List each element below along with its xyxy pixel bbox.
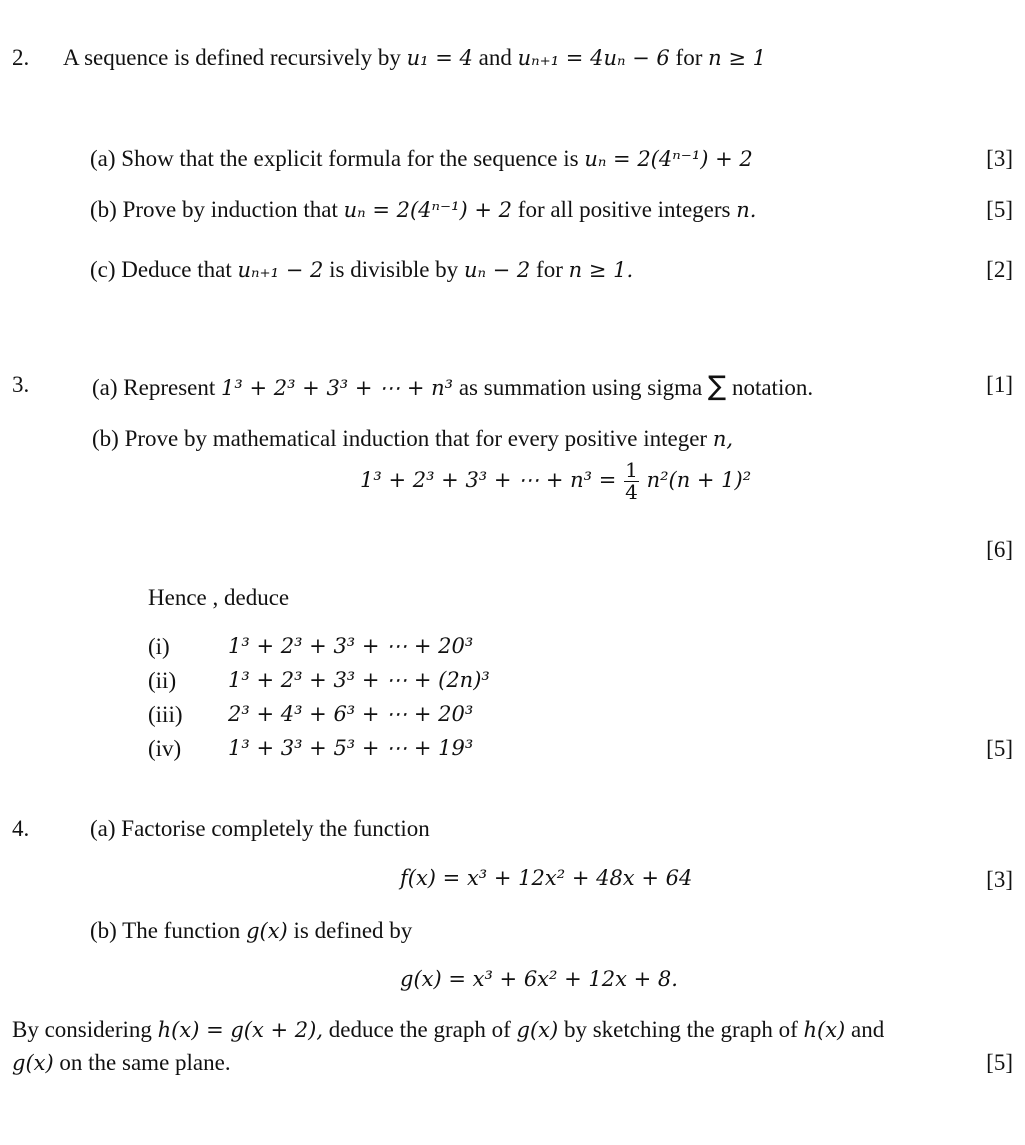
q3a-text3: notation. <box>731 375 814 400</box>
q4a-text: (a) Factorise completely the function <box>90 816 430 841</box>
q4c-text1: By considering <box>12 1017 152 1042</box>
q3-part-i-label: (i) <box>148 634 170 659</box>
q2-stem-math-1: u₁ = 4 <box>406 46 473 70</box>
q2-stem-and: and <box>478 45 512 70</box>
q3b-marks: [6] <box>986 537 1013 562</box>
q4c-line2-math: g(x) <box>12 1051 54 1075</box>
q2c-for: for <box>536 257 563 282</box>
q2a-marks: [3] <box>986 146 1013 171</box>
q4c-line-2 <box>12 1049 231 1077</box>
q3a-math: 1³ + 2³ + 3³ + ⋯ + n³ <box>221 376 454 400</box>
q2-stem-for: for <box>675 45 703 70</box>
q4c-math-2: g(x) <box>516 1018 559 1042</box>
q3-part-ii-label: (ii) <box>148 668 177 693</box>
q3-part-iii-label: (iii) <box>148 702 183 727</box>
q4b-equation: g(x) = x³ + 6x² + 12x + 8. <box>400 967 678 991</box>
q3b-var: n, <box>712 427 734 451</box>
q2c-math-1: uₙ₊₁ − 2 <box>237 258 324 282</box>
q2-stem-text: A sequence is defined recursively by <box>63 45 401 70</box>
q4b-func: g(x) <box>246 919 288 943</box>
q2a-line <box>90 145 753 173</box>
q3-part-ii-expr: 1³ + 2³ + 3³ + ⋯ + (2n)³ <box>228 668 490 692</box>
q2b-var: n. <box>736 198 757 222</box>
q2-stem-math-2: uₙ₊₁ = 4uₙ − 6 <box>517 46 670 70</box>
q2b-math: uₙ = 2(4ⁿ⁻¹) + 2 <box>343 198 513 222</box>
fraction-numerator: 1 <box>625 458 638 482</box>
q4c-math-3: h(x) <box>803 1018 846 1042</box>
q4c-text2: deduce the graph of <box>328 1017 511 1042</box>
q4b-text2: is defined by <box>293 918 413 943</box>
q2b-text2: for all positive integers <box>517 197 731 222</box>
q2c-text2: is divisible by <box>329 257 459 282</box>
q3-part-iii-expr: 2³ + 4³ + 6³ + ⋯ + 20³ <box>228 702 474 726</box>
q4b-line <box>90 917 412 945</box>
q2b-line <box>90 196 756 224</box>
q4c-text3: by sketching the graph of <box>563 1017 798 1042</box>
q3-number: 3. <box>12 372 30 397</box>
q4c-marks: [5] <box>986 1050 1013 1075</box>
q2c-marks: [2] <box>986 257 1013 282</box>
q3-parts-marks: [5] <box>986 736 1013 761</box>
q4c-line2-text: on the same plane. <box>59 1050 231 1075</box>
q2c-text: (c) Deduce that <box>90 257 232 282</box>
q3a-text: (a) Represent <box>92 375 216 400</box>
q2-number: 2. <box>12 45 30 70</box>
q3a-line <box>92 371 813 403</box>
q2c-math-2: uₙ − 2 <box>463 258 531 282</box>
q2a-math: uₙ = 2(4ⁿ⁻¹) + 2 <box>584 147 753 171</box>
q3-hence: Hence , deduce <box>148 585 290 610</box>
q3b-eq-rhs: n²(n + 1)² <box>646 467 752 492</box>
q3b-line <box>92 425 733 453</box>
q3a-text2: as summation using sigma <box>458 375 703 400</box>
fraction-denominator: 4 <box>625 480 638 504</box>
q3b-equation <box>360 460 751 503</box>
q2-stem <box>63 44 766 72</box>
q2-stem-math-3: n ≥ 1 <box>708 46 766 70</box>
q3-part-i-expr: 1³ + 2³ + 3³ + ⋯ + 20³ <box>228 634 474 658</box>
q2b-text: (b) Prove by induction that <box>90 197 338 222</box>
q2b-marks: [5] <box>986 197 1013 222</box>
q4-number: 4. <box>12 816 30 841</box>
q4a-equation: f(x) = x³ + 12x² + 48x + 64 <box>400 866 693 890</box>
q3b-eq-lhs: 1³ + 2³ + 3³ + ⋯ + n³ = <box>360 467 617 492</box>
sigma-symbol: ∑ <box>708 371 727 402</box>
q4b-text: (b) The function <box>90 918 241 943</box>
q3a-marks: [1] <box>986 372 1013 397</box>
q4c-text4: and <box>851 1017 885 1042</box>
q3-part-iv-label: (iv) <box>148 736 182 761</box>
q2c-line <box>90 256 633 284</box>
q3b-text: (b) Prove by mathematical induction that for every positive integer <box>92 426 708 451</box>
q2c-math-3: n ≥ 1. <box>568 258 634 282</box>
q4c-line-1 <box>12 1016 884 1044</box>
q2a-text: (a) Show that the explicit formula for the sequence is <box>90 146 579 171</box>
fraction-one-quarter <box>624 460 639 503</box>
q4c-math-1: h(x) = g(x + 2), <box>157 1018 324 1042</box>
q3-part-iv-expr: 1³ + 3³ + 5³ + ⋯ + 19³ <box>228 736 474 760</box>
q4a-marks: [3] <box>986 867 1013 892</box>
